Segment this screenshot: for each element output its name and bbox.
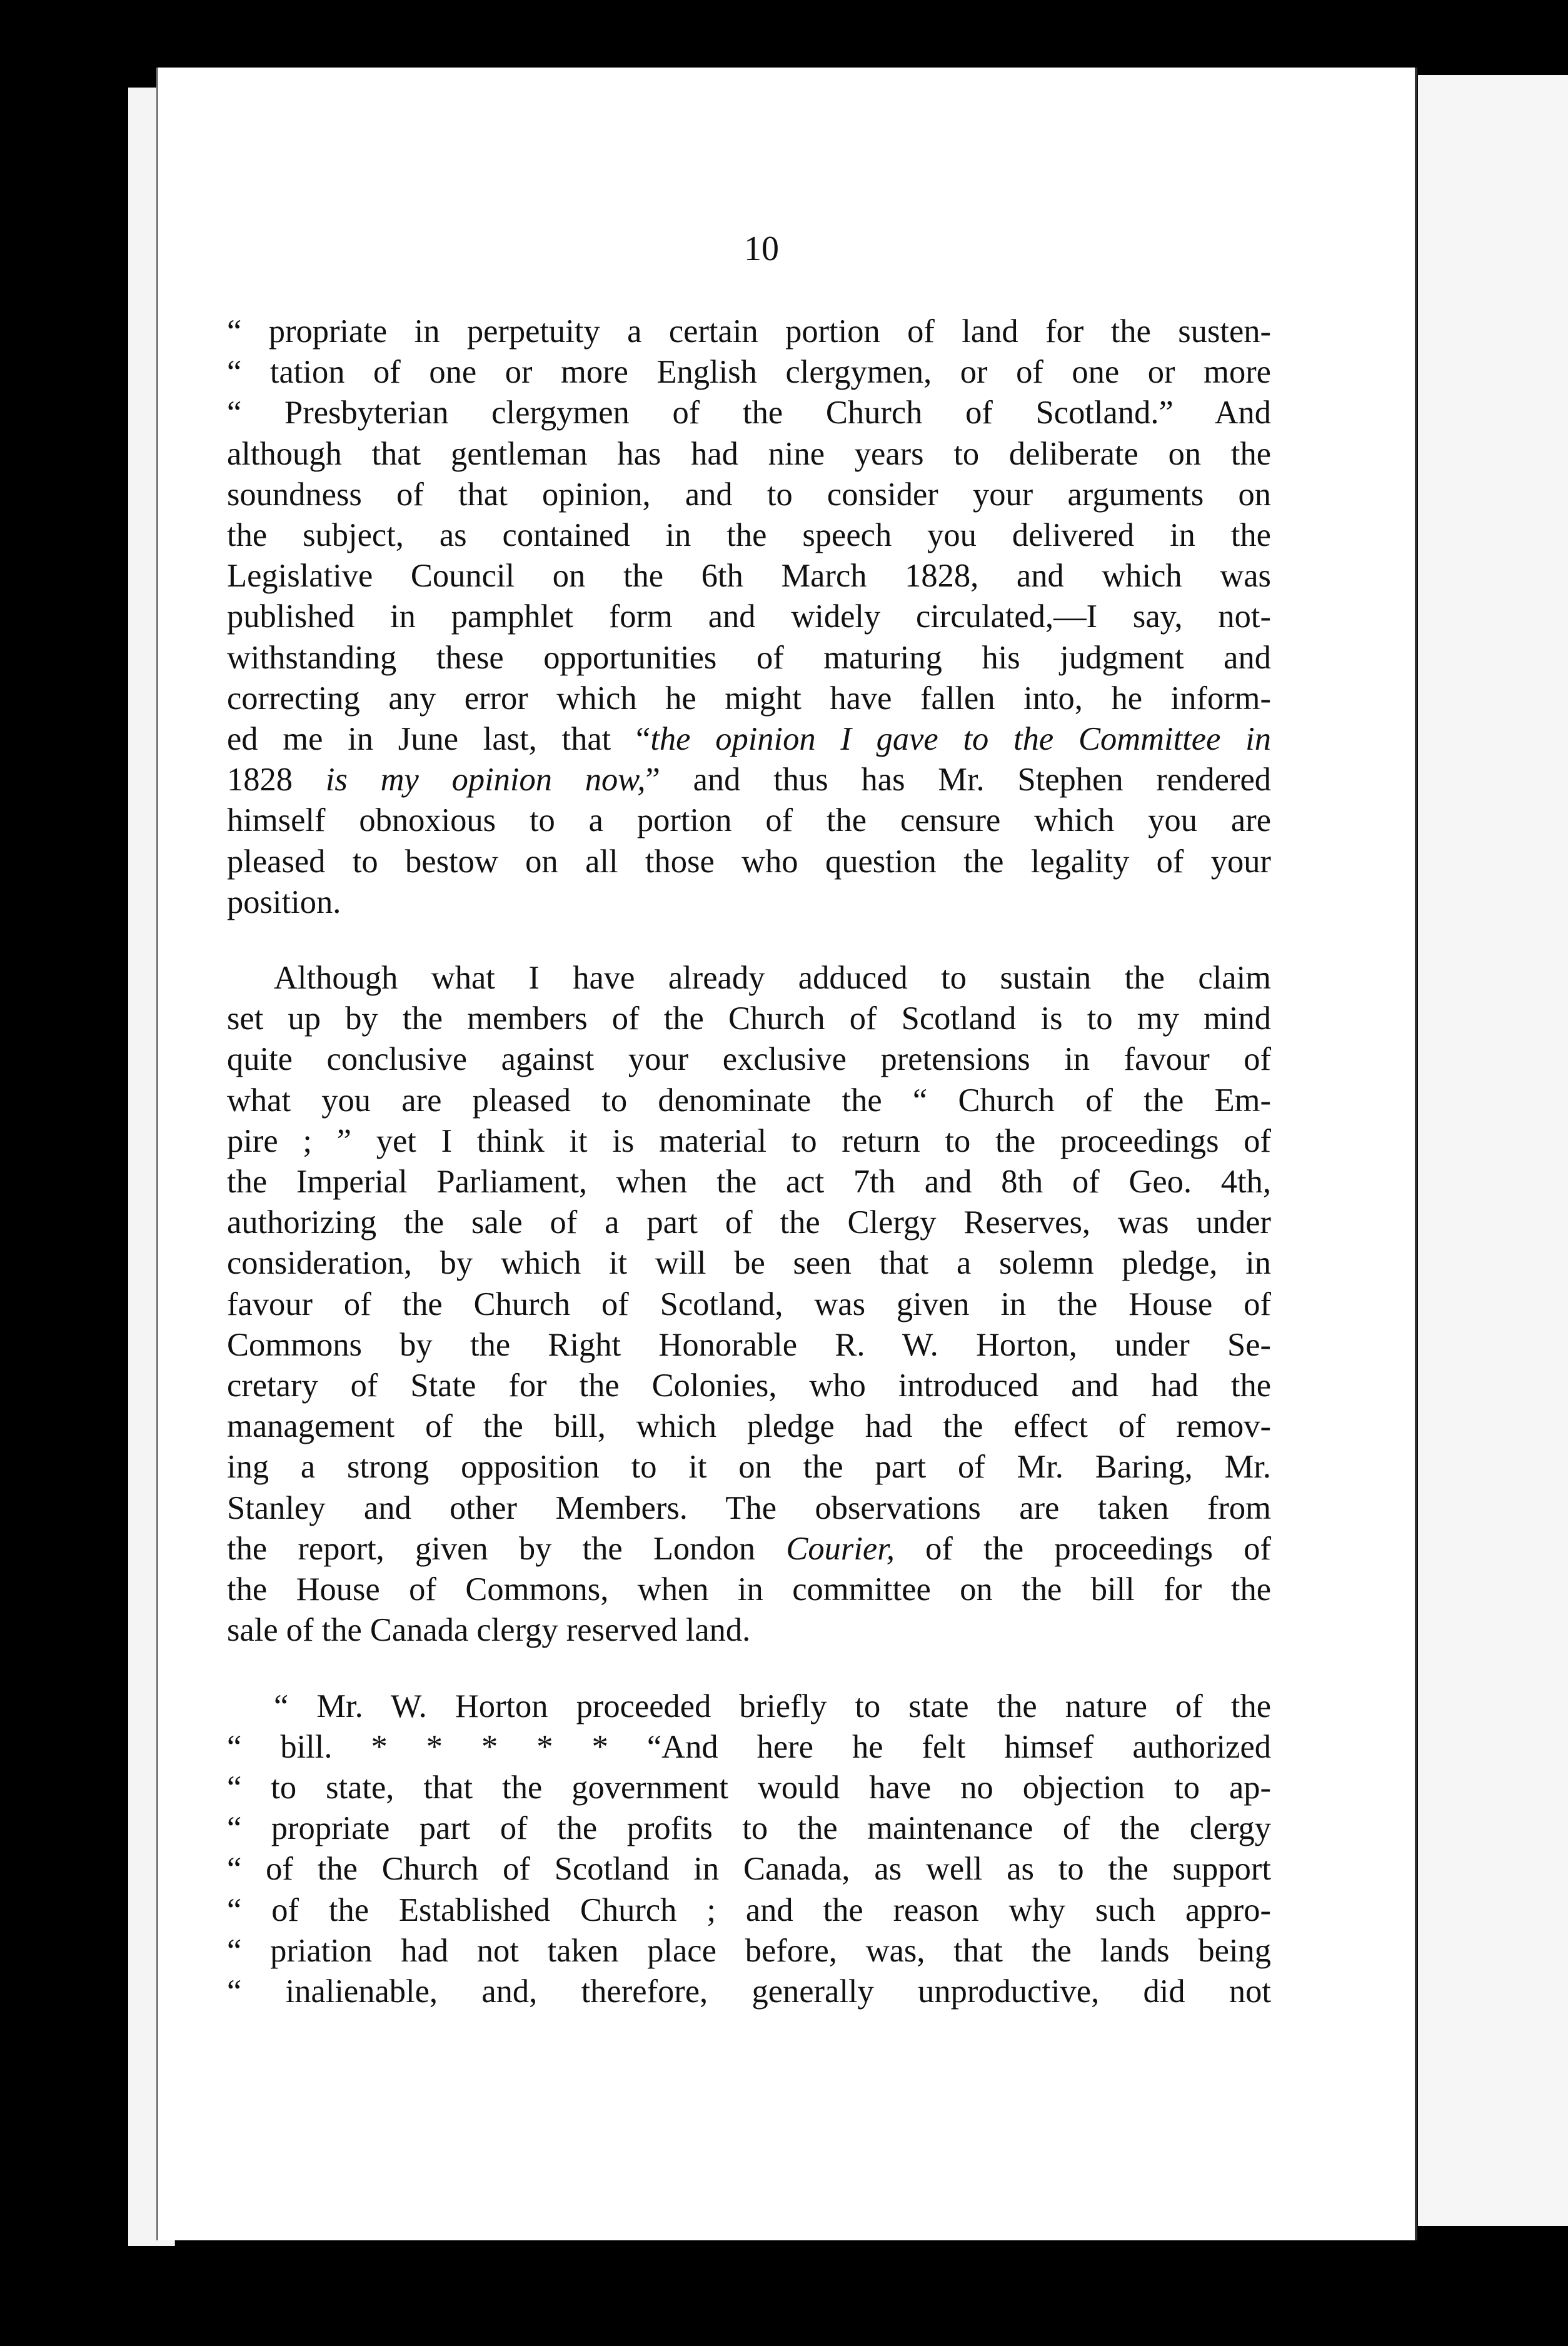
paragraph-3: [227, 1686, 1271, 2013]
adjacent-page-edge: [1418, 75, 1568, 2226]
text-line: [227, 1529, 1271, 1569]
paragraph-1: [227, 311, 1271, 923]
text-run: 1828: [227, 762, 326, 798]
text-line: consideration, by which it will be seen that a solemn pledge, in: [227, 1245, 1271, 1282]
text-line: “ priation had not taken place before, was, that the lands being: [227, 1932, 1271, 1969]
text-line: sale of the Canada clergy reserved land.: [227, 1612, 751, 1649]
paragraph-2: [227, 958, 1271, 1651]
text-line: although that gentleman has had nine years to deliberate on the: [227, 435, 1271, 472]
text-line: “ inalienable, and, therefore, generally unproductive, did not: [227, 1973, 1271, 2010]
text-line: “ of the Church of Scotland in Canada, as well as to the support: [227, 1851, 1271, 1888]
text-line: “ propriate part of the profits to the maintenance of the clergy: [227, 1810, 1271, 1847]
text-line: set up by the members of the Church of Scotland is to my mind: [227, 1000, 1271, 1037]
text-line: Commons by the Right Honorable R. W. Horton, under Se-: [227, 1326, 1271, 1363]
text-line: “ propriate in perpetuity a certain portion of land for the susten-: [227, 313, 1271, 350]
text-line: the Imperial Parliament, when the act 7th and 8th of Geo. 4th,: [227, 1164, 1271, 1201]
text-line: correcting any error which he might have fallen into, he inform-: [227, 680, 1271, 717]
book-page: [156, 68, 1417, 2240]
text-line: himself obnoxious to a portion of the censure which you are: [227, 802, 1271, 839]
italic-quote: is my opinion now,: [325, 762, 646, 798]
page-text: [227, 224, 1271, 2012]
text-line: “ bill. * * * * * “And here he felt himsef authorized: [227, 1728, 1271, 1765]
text-line: cretary of State for the Colonies, who introduced and had the: [227, 1367, 1271, 1404]
text-line: [227, 719, 1271, 760]
text-line: Stanley and other Members. The observations are taken from: [227, 1489, 1271, 1526]
text-line: “ to state, that the government would have no objection to ap-: [227, 1769, 1271, 1806]
italic-newspaper: Courier,: [786, 1530, 895, 1567]
text-line: soundness of that opinion, and to consider your arguments on: [227, 476, 1271, 513]
page-number: 10: [744, 229, 779, 268]
text-line: Legislative Council on the 6th March 1828, and which was: [227, 558, 1271, 595]
text-line: withstanding these opportunities of maturing his judgment and: [227, 639, 1271, 676]
text-line: “ Mr. W. Horton proceeded briefly to state the nature of the: [274, 1688, 1271, 1724]
text-line: what you are pleased to denominate the “ Church of the Em-: [227, 1082, 1271, 1119]
text-line: pire ; ” yet I think it is material to return to the proceedings of: [227, 1122, 1271, 1159]
text-line: pleased to bestow on all those who question the legality of your: [227, 843, 1271, 880]
text-run: of the proceedings of: [894, 1530, 1272, 1567]
text-line: [227, 760, 1271, 800]
text-line: quite conclusive against your exclusive pretensions in favour of: [227, 1041, 1271, 1078]
text-line: “ Presbyterian clergymen of the Church of Scotland.” And: [227, 395, 1271, 431]
text-line: “ of the Established Church ; and the reason why such appro-: [227, 1891, 1271, 1928]
text-run: ed me in June last, that “: [227, 721, 651, 758]
text-line: favour of the Church of Scotland, was given in the House of: [227, 1286, 1271, 1322]
text-line: Although what I have already adduced to sustain the claim: [274, 960, 1271, 997]
text-line: the subject, as contained in the speech you delivered in the: [227, 517, 1271, 554]
text-line: “ tation of one or more English clergymen, or of one or more: [227, 354, 1271, 391]
text-line: the House of Commons, when in committee on the bill for the: [227, 1571, 1271, 1608]
text-line: management of the bill, which pledge had the effect of remov-: [227, 1408, 1271, 1445]
text-line: ing a strong opposition to it on the part of Mr. Baring, Mr.: [227, 1449, 1271, 1486]
text-line: authorizing the sale of a part of the Clergy Reserves, was under: [227, 1204, 1271, 1241]
text-line: published in pamphlet form and widely circulated,—I say, not-: [227, 598, 1271, 635]
text-line: position.: [227, 884, 341, 920]
text-run: the report, given by the London: [227, 1530, 787, 1567]
italic-quote: the opinion I gave to the Committee in: [650, 721, 1271, 758]
text-run: ” and thus has Mr. Stephen rendered: [645, 762, 1271, 798]
